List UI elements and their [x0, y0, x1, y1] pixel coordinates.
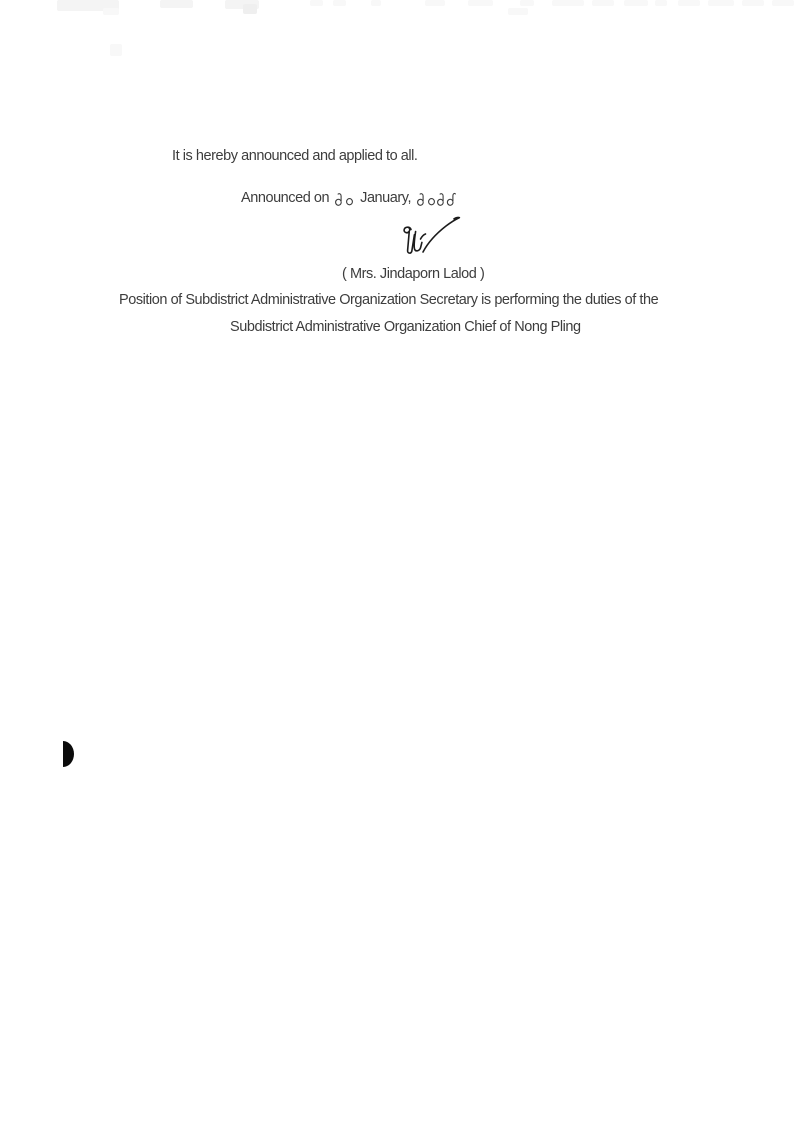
announcement-date-line	[241, 189, 458, 207]
closing-line: It is hereby announced and applied to all.	[172, 148, 418, 164]
scan-smudge	[678, 0, 700, 6]
scan-smudge	[371, 0, 381, 6]
scan-smudge	[110, 44, 122, 56]
punch-hole-scan-mark	[63, 741, 74, 767]
scan-smudge	[742, 0, 764, 6]
scan-smudge	[520, 0, 534, 6]
scan-smudge	[592, 0, 614, 6]
thai-numeral-year	[416, 192, 457, 207]
scan-smudge	[624, 0, 648, 6]
scan-smudge	[772, 0, 794, 6]
date-month: January,	[360, 190, 412, 206]
scan-smudge	[160, 0, 193, 8]
scan-smudge	[655, 0, 667, 6]
scan-smudge	[333, 0, 346, 6]
scan-smudge	[468, 0, 493, 6]
scan-smudge	[243, 4, 257, 14]
scan-smudge	[310, 0, 323, 6]
signature-scribble	[396, 210, 468, 262]
signer-position-line-1: Position of Subdistrict Administrative Organization Secretary is performing the duties of the	[119, 292, 659, 308]
date-prefix: Announced on	[241, 190, 330, 206]
scan-smudge	[103, 8, 119, 15]
scan-smudge	[552, 0, 584, 6]
scan-smudge	[508, 8, 528, 15]
signer-position-line-2: Subdistrict Administrative Organization Chief of Nong Pling	[230, 319, 581, 335]
scan-smudge	[708, 0, 734, 6]
signer-name-line: ( Mrs. Jindaporn Lalod )	[342, 266, 485, 282]
thai-numeral-day	[334, 192, 355, 207]
scan-smudge	[425, 0, 445, 6]
